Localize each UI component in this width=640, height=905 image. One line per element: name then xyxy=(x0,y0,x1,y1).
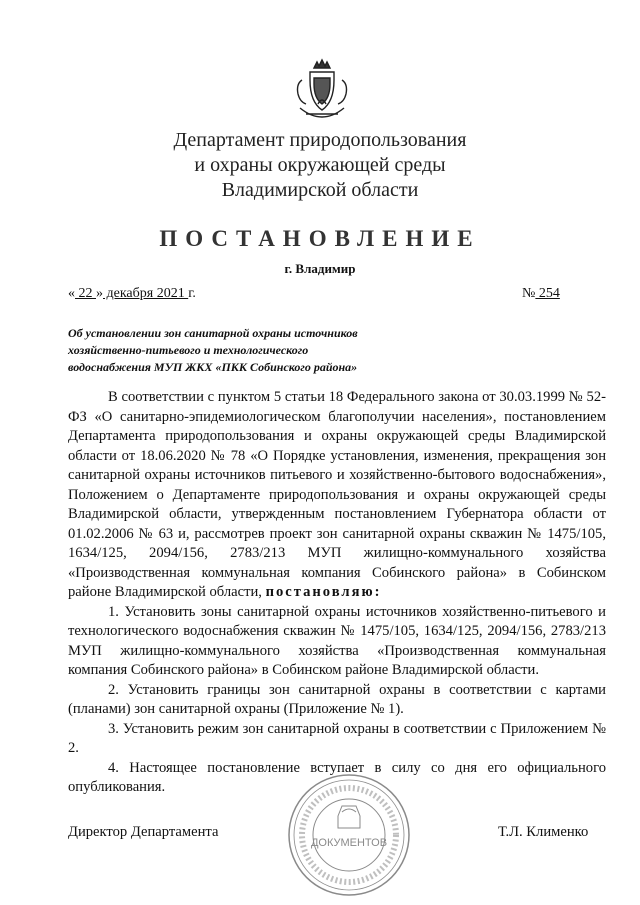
department-name-line2: и охраны окружающей среды xyxy=(194,154,446,176)
item-1-paragraph: 1. Установить зоны санитарной охраны источников хозяйственно-питьевого и технологического водоснабжения скважин № 1475/105, 1634/125, 2094/156, 2783/213 МУП жилищно-коммунального хозяйства «Производственная коммунальная компания Собинского района» в Собинском районе Владимирской области. xyxy=(68,603,606,678)
date-open-quote: « xyxy=(68,286,75,301)
seal-center-text: ДОКУМЕНТОВ xyxy=(310,837,388,849)
date-suffix: г. xyxy=(188,286,196,301)
preamble-text: В соответствии с пунктом 5 статьи 18 Федерального закона от 30.03.1999 № 52-ФЗ «О санитарно-эпидемиологическом благополучии населения», постановлением Департамента природопользования и охраны окружающей среды Владимирской области от 18.06.2020 № 78 «О Порядке установления, изменения, прекращения зон санитарной охраны источников питьевого и хозяйственно-бытового водоснабжения», Положением о Департаменте природопользования и охраны окружающей среды Владимирской области, утвержденным постановлением Губернатора области от 01.02.2006 № 63 и, рассмотрев проект зон санитарной охраны скважин № 1475/105, 1634/125, 2094/156, 2783/213 МУП жилищно-коммунального хозяйства «Производственная коммунальная компания Собинского района» в Собинском районе Владимирской области, xyxy=(68,389,606,600)
coat-of-arms-emblem xyxy=(292,58,352,124)
document-title: ПОСТАНОВЛЕНИЕ xyxy=(159,226,481,251)
item-4-paragraph: 4. Настоящее постановление вступает в силу со дня его официального опубликования. xyxy=(68,759,606,795)
document-number xyxy=(522,286,560,302)
official-seal-stamp xyxy=(286,772,412,898)
resolve-word: постановляю: xyxy=(265,584,382,600)
item-3-paragraph: 3. Установить режим зон санитарной охраны в соответствии с Приложением № 2. xyxy=(68,720,606,756)
signature-name: Т.Л. Клименко xyxy=(498,824,589,840)
subject-line3: водоснабжения МУП ЖКХ «ПКК Собинского района» xyxy=(68,360,358,374)
item-2-paragraph: 2. Установить границы зон санитарной охраны в соответствии с картами (планами) зон санитарной охраны (Приложение № 1). xyxy=(68,681,606,717)
signature-position: Директор Департамента xyxy=(68,824,219,840)
document-date xyxy=(68,286,196,302)
subject-line1: Об установлении зон санитарной охраны источников xyxy=(68,326,358,340)
department-name-line3: Владимирской области xyxy=(221,179,419,201)
date-close-quote: » xyxy=(96,286,103,301)
document-body xyxy=(68,388,606,798)
department-name-line1: Департамент природопользования xyxy=(173,129,467,151)
number-prefix: № xyxy=(522,286,536,301)
document-subject xyxy=(68,325,408,376)
preamble-paragraph xyxy=(68,388,606,603)
department-header xyxy=(0,128,640,203)
date-month-year: декабря 2021 xyxy=(103,286,189,301)
date-day: 22 xyxy=(75,286,96,301)
number-value: 254 xyxy=(535,286,560,301)
subject-line2: хозяйственно-питьевого и технологического xyxy=(68,343,309,357)
document-city: г. Владимир xyxy=(284,261,356,276)
